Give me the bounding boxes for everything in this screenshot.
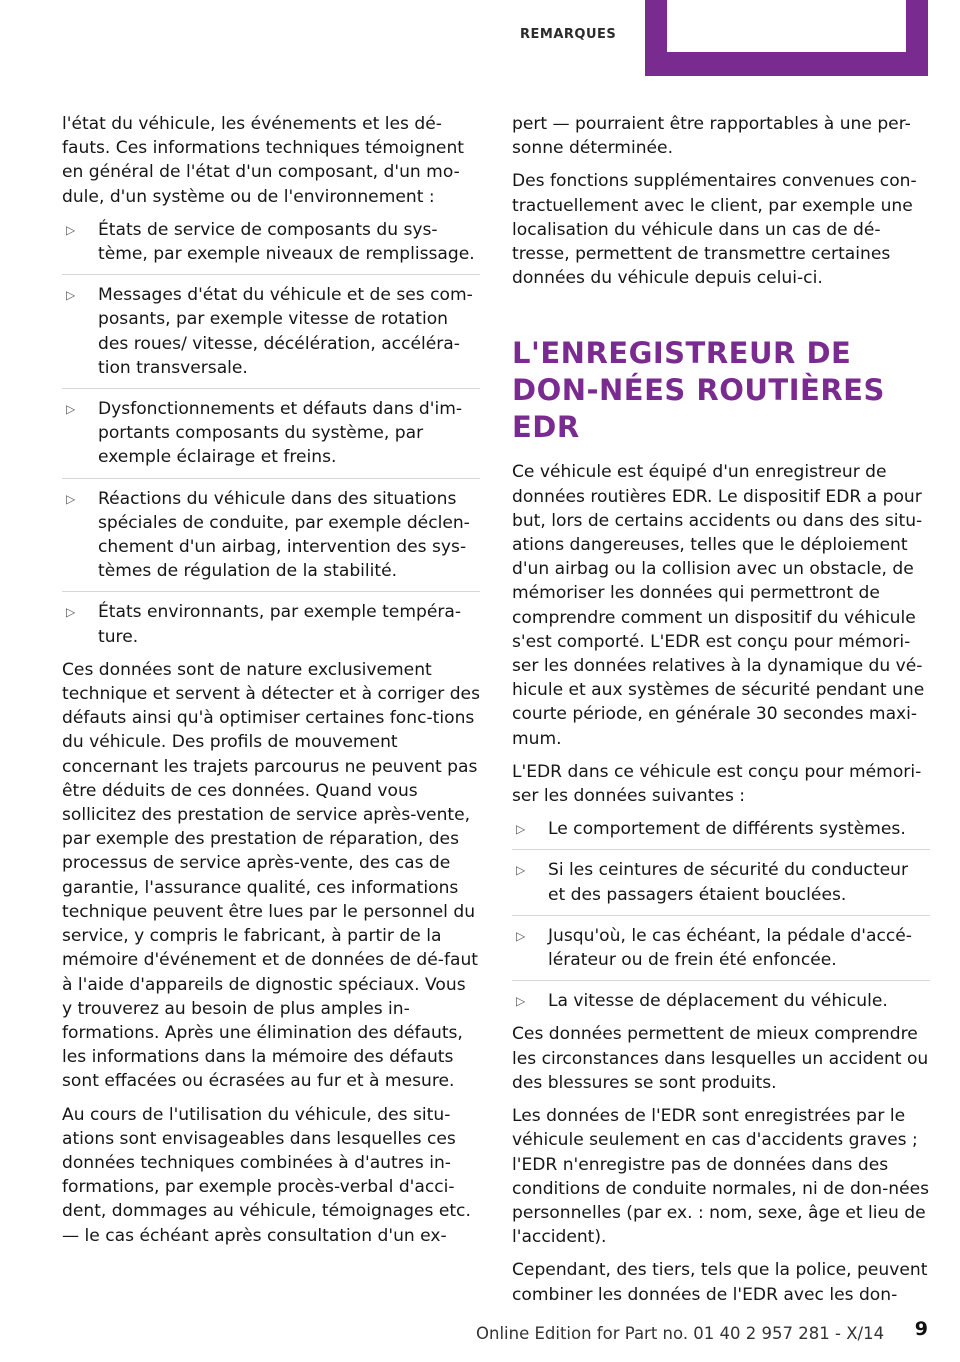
paragraph: Au cours de l'utilisation du véhicule, des situ-ations sont envisageables dans lesquelles ces données techniques combinées à d'autres in-formations, par exemple procès-verbal d'acci-dent, dommages au véhicule, témoignages etc. — le cas échéant après consultation d'un ex- [62, 1104, 471, 1246]
list-item: ▷ Dysfonctionnements et défauts dans d'im-portants composants du système, par exemple éclairage et freins. [62, 397, 480, 479]
triangle-bullet-icon: ▷ [66, 402, 76, 417]
paragraph: Les données de l'EDR sont enregistrées par le véhicule seulement en cas d'accidents graves ; l'EDR n'enregistre pas de données dans des conditions de conduite normales, ni de don-nées personnelles (par ex. : nom, sexe, âge et lieu de l'accident). [512, 1106, 930, 1248]
paragraph: L'EDR dans ce véhicule est conçu pour mémori-ser les données suivantes : [512, 761, 922, 807]
list-item: ▷ Si les ceintures de sécurité du conducteur et des passagers étaient bouclées. [512, 858, 930, 915]
section-tab-marker [645, 0, 928, 76]
list-item: ▷ États environnants, par exemple tempéra-ture. [66, 602, 462, 647]
list-item: ▷ La vitesse de déplacement du véhicule. [512, 989, 930, 1013]
right-column [512, 112, 930, 1316]
list-item: ▷ États de service de composants du sys-tème, par exemple niveaux de remplissage. [62, 218, 480, 275]
left-column [62, 112, 480, 1257]
triangle-bullet-icon: ▷ [66, 222, 76, 237]
edition-footer: Online Edition for Part no. 01 40 2 957 281 - X/14 [476, 1324, 885, 1343]
page-number: 9 [914, 1318, 928, 1340]
triangle-bullet-icon: ▷ [516, 928, 526, 943]
section-heading: L'ENREGISTREUR DE DON-NÉES ROUTIÈRES EDR [512, 336, 885, 445]
paragraph: Des fonctions supplémentaires convenues con-tractuellement avec le client, par exemple une localisation du véhicule dans un cas de dé-tresse, permettent de transmettre certaines données du véhicule depuis celui-ci. [512, 171, 917, 289]
triangle-bullet-icon: ▷ [66, 491, 76, 506]
paragraph: Ces données permettent de mieux comprendre les circonstances dans lesquelles un accident ou des blessures se sont produits. [512, 1024, 929, 1093]
list-item: ▷ Jusqu'où, le cas échéant, la pédale d'accé-lérateur ou de frein été enfoncée. [512, 924, 930, 981]
paragraph: Cependant, des tiers, tels que la police, peuvent combiner les données de l'EDR avec les don- [512, 1260, 928, 1305]
triangle-bullet-icon: ▷ [516, 994, 526, 1009]
list-item: ▷ Messages d'état du véhicule et de ses com-posants, par exemple vitesse de rotation des roues/ vitesse, décélération, accéléra-tion transversale. [62, 283, 480, 389]
triangle-bullet-icon: ▷ [516, 863, 526, 878]
list-item: ▷ Le comportement de différents systèmes. [512, 817, 930, 850]
list-item: ▷ Réactions du véhicule dans des situations spéciales de conduite, par exemple déclen-chement d'un airbag, intervention des sys-tèmes de régulation de la stabilité. [62, 487, 480, 593]
bullet-list [512, 817, 930, 1013]
triangle-bullet-icon: ▷ [66, 288, 76, 303]
paragraph: l'état du véhicule, les événements et les dé-fauts. Ces informations techniques témoignent en général de l'état d'un composant, d'un mo-dule, d'un système ou de l'environnement : [62, 114, 464, 207]
paragraph: pert — pourraient être rapportables à une per-sonne déterminée. [512, 114, 911, 159]
triangle-bullet-icon: ▷ [516, 822, 526, 837]
triangle-bullet-icon: ▷ [66, 605, 76, 620]
section-title: REMARQUES [520, 27, 617, 42]
paragraph: Ce véhicule est équipé d'un enregistreur de données routières EDR. Le dispositif EDR a pour but, lors de certains accidents ou dans des situ-ations dangereuses, telles que le déploiement d'un airbag ou la collision avec un obstacle, de mémoriser les données qui permettront de comprendre comment un dispositif du véhicule s'est comporté. L'EDR est conçu pour mémori-ser les données relatives à la dynamique du vé-hicule et aux systèmes de sécurité pendant une courte période, en générale 30 secondes maxi-mum. [512, 462, 925, 749]
paragraph: Ces données sont de nature exclusivement technique et servent à détecter et à corriger des défauts ainsi qu'à optimiser certaines fonc-tions du véhicule. Des profils de mouvement concernant les trajets parcourus ne peuvent pas être déduits de ces données. Quand vous sollicitez des prestation de service après-vente, par exemple des prestation de réparation, des processus de service après-vente, des cas de garantie, l'assurance qualité, ces informations technique peuvent être lues par le personnel du service, y compris le fabricant, à partir de la mémoire d'événement et de données de dé-faut à l'aide d'appareils de dignostic spéciaux. Vous y trouverez au besoin de plus amples in-formations. Après une élimination des défauts, les informations dans la mémoire des défauts sont effacées ou écrasées au fur et à mesure. [62, 659, 480, 1092]
bullet-list [62, 218, 480, 649]
